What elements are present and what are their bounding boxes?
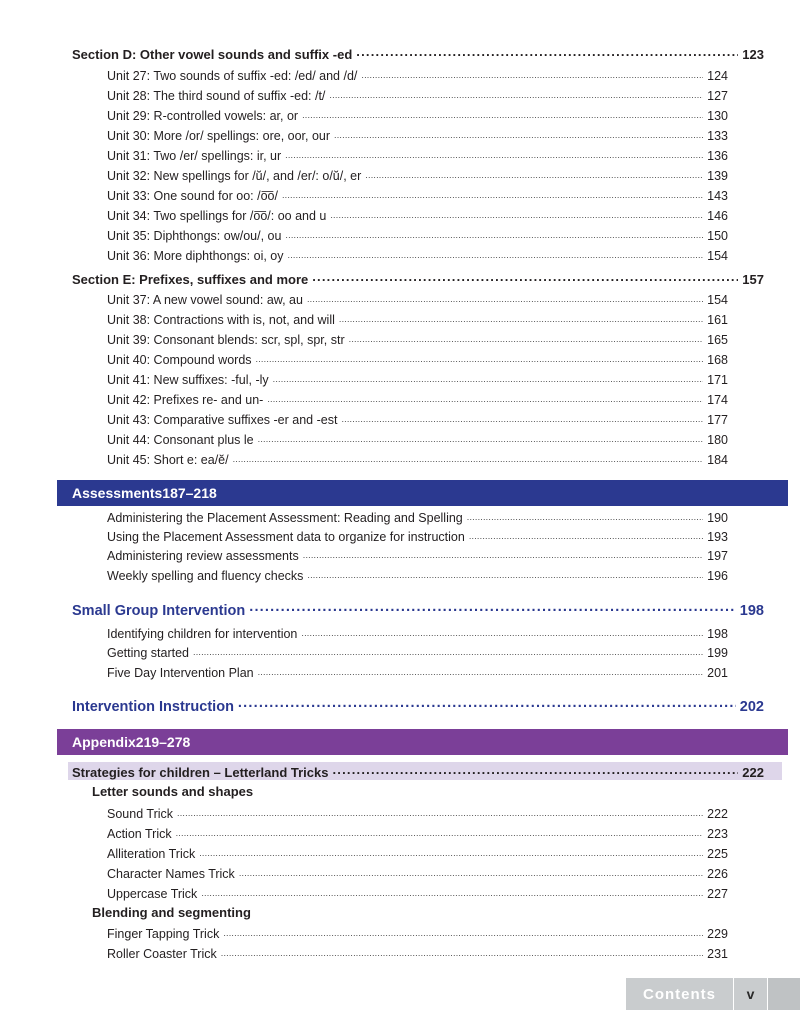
- trick-entry-page: 227: [707, 886, 728, 901]
- section-d-title: Section D: Other vowel sounds and suffix -ed: [72, 47, 353, 62]
- leader-dots: [193, 645, 703, 658]
- intervention-entry-label: Five Day Intervention Plan: [107, 665, 254, 680]
- unit-entry-label: Unit 34: Two spellings for /o͞o/: oo and u: [107, 208, 327, 223]
- unit-entry-label: Unit 43: Comparative suffixes -er and -est: [107, 412, 338, 427]
- unit-entry-page: 184: [707, 452, 728, 467]
- unit-entry-label: Unit 28: The third sound of suffix -ed: /t/: [107, 88, 326, 103]
- trick-entry-label: Character Names Trick: [107, 866, 235, 881]
- strategies-page: 222: [742, 765, 764, 780]
- unit-entry[interactable]: [107, 127, 728, 143]
- strategies-heading[interactable]: [72, 764, 764, 780]
- unit-entry-page: 180: [707, 432, 728, 447]
- leader-dots: [285, 147, 703, 160]
- trick-entry-label: Finger Tapping Trick: [107, 926, 220, 941]
- trick-entry-label: Uppercase Trick: [107, 886, 198, 901]
- leader-dots: [233, 451, 704, 464]
- intervention-instruction-title: Intervention Instruction: [72, 698, 234, 715]
- unit-entry[interactable]: [107, 411, 728, 427]
- trick-entry[interactable]: [107, 845, 728, 861]
- leader-dots: [303, 548, 703, 561]
- footer-contents-label: Contents: [626, 978, 733, 1010]
- unit-entry[interactable]: [107, 391, 728, 407]
- leader-dots: [282, 187, 703, 200]
- leader-dots: [307, 567, 703, 580]
- leader-dots: [341, 411, 703, 424]
- unit-entry-label: Unit 42: Prefixes re- and un-: [107, 392, 264, 407]
- leader-dots: [223, 925, 703, 938]
- intervention-entry[interactable]: [107, 625, 728, 641]
- leader-dots: [312, 271, 738, 284]
- leader-dots: [288, 247, 704, 260]
- unit-entry-page: 174: [707, 392, 728, 407]
- unit-entry-label: Unit 30: More /or/ spellings: ore, oor, our: [107, 128, 331, 143]
- trick-entry-label: Alliteration Trick: [107, 846, 196, 861]
- leader-dots: [329, 87, 703, 100]
- trick-entry[interactable]: [107, 885, 728, 901]
- letter-sounds-subheading: Letter sounds and shapes: [92, 784, 254, 799]
- assessment-entry-page: 196: [707, 568, 728, 583]
- section-d-page: 123: [742, 47, 764, 62]
- unit-entry[interactable]: [107, 451, 728, 467]
- unit-entry-page: 127: [707, 88, 728, 103]
- unit-entry-page: 130: [707, 108, 728, 123]
- unit-entry[interactable]: [107, 167, 728, 183]
- unit-entry-page: 165: [707, 332, 728, 347]
- trick-entry-page: 226: [707, 866, 728, 881]
- unit-entry-label: Unit 41: New suffixes: -ful, -ly: [107, 372, 269, 387]
- unit-entry-page: 139: [707, 168, 728, 183]
- footer-page-number: v: [734, 978, 767, 1010]
- intervention-instruction-page: 202: [739, 698, 764, 715]
- leader-dots: [467, 509, 703, 522]
- unit-entry-label: Unit 37: A new vowel sound: aw, au: [107, 292, 303, 307]
- unit-entry-page: 143: [707, 188, 728, 203]
- trick-entry[interactable]: [107, 825, 728, 841]
- leader-dots: [301, 625, 703, 638]
- unit-entry[interactable]: [107, 87, 728, 103]
- leader-dots: [256, 351, 704, 364]
- leader-dots: [238, 696, 736, 711]
- leader-dots: [307, 291, 703, 304]
- leader-dots: [199, 845, 703, 858]
- unit-entry-label: Unit 31: Two /er/ spellings: ir, ur: [107, 148, 282, 163]
- intervention-entry-page: 199: [707, 646, 728, 660]
- leader-dots: [249, 600, 736, 615]
- unit-entry-page: 150: [707, 228, 728, 243]
- trick-entry-label: Action Trick: [107, 826, 172, 841]
- trick-entry[interactable]: [107, 925, 728, 941]
- trick-entry-page: 225: [707, 846, 728, 861]
- section-e-title: Section E: Prefixes, suffixes and more: [72, 272, 309, 287]
- leader-dots: [285, 227, 703, 240]
- unit-entry-page: 124: [707, 68, 728, 83]
- leader-dots: [332, 764, 738, 777]
- trick-entry-label: Sound Trick: [107, 806, 174, 821]
- unit-entry-page: 168: [707, 352, 728, 367]
- unit-entry[interactable]: [107, 227, 728, 243]
- trick-entry-page: 223: [707, 826, 728, 841]
- unit-entry-page: 177: [707, 412, 728, 427]
- trick-entry-page: 229: [707, 926, 728, 941]
- unit-entry-label: Unit 39: Consonant blends: scr, spl, spr, str: [107, 332, 345, 347]
- assessment-entry-page: 190: [707, 510, 728, 525]
- assessment-entry-label: Administering review assessments: [107, 549, 299, 564]
- unit-entry-label: Unit 40: Compound words: [107, 352, 252, 367]
- assessment-entry[interactable]: [107, 509, 728, 525]
- small-group-page: 198: [739, 602, 764, 619]
- leader-dots: [469, 528, 703, 541]
- assessment-entry-page: 197: [707, 549, 728, 564]
- trick-entry-page: 231: [707, 946, 728, 961]
- assessments-title: Assessments: [72, 485, 163, 501]
- unit-entry-label: Unit 36: More diphthongs: oi, oy: [107, 248, 284, 263]
- unit-entry[interactable]: [107, 331, 728, 347]
- leader-dots: [176, 825, 704, 838]
- unit-entry-page: 154: [707, 292, 728, 307]
- intervention-entry-label: Getting started: [107, 646, 189, 660]
- unit-entry-page: 161: [707, 312, 728, 327]
- leader-dots: [273, 371, 704, 384]
- assessments-heading[interactable]: [57, 480, 788, 506]
- unit-entry[interactable]: [107, 247, 728, 263]
- leader-dots: [201, 885, 703, 898]
- unit-entry[interactable]: [107, 67, 728, 83]
- section-e-page: 157: [742, 272, 764, 287]
- unit-entry-page: 154: [707, 248, 728, 263]
- leader-dots: [258, 431, 704, 444]
- small-group-heading[interactable]: [72, 600, 764, 619]
- unit-entry[interactable]: [107, 351, 728, 367]
- unit-entry-label: Unit 44: Consonant plus le: [107, 432, 254, 447]
- appendix-title: Appendix: [72, 734, 136, 750]
- leader-dots: [365, 167, 703, 180]
- trick-entry-label: Roller Coaster Trick: [107, 946, 217, 961]
- leader-dots: [302, 107, 703, 120]
- unit-entry[interactable]: [107, 187, 728, 203]
- assessment-entry-page: 193: [707, 529, 728, 544]
- leader-dots: [349, 331, 704, 344]
- unit-entry-label: Unit 29: R-controlled vowels: ar, or: [107, 108, 299, 123]
- unit-entry-label: Unit 27: Two sounds of suffix -ed: /ed/ and /d/: [107, 68, 358, 83]
- intervention-entry-page: 201: [707, 665, 728, 680]
- unit-entry-page: 171: [707, 372, 728, 387]
- unit-entry-page: 136: [707, 148, 728, 163]
- assessment-entry[interactable]: [107, 548, 728, 564]
- leader-dots: [258, 664, 704, 677]
- unit-entry-label: Unit 33: One sound for oo: /o͞o/: [107, 188, 278, 203]
- assessment-entry[interactable]: [107, 567, 728, 583]
- unit-entry[interactable]: [107, 291, 728, 307]
- unit-entry-label: Unit 45: Short e: ea/ĕ/: [107, 452, 229, 467]
- trick-entry[interactable]: [107, 865, 728, 881]
- footer-edge-tab: [768, 978, 800, 1010]
- unit-entry-label: Unit 35: Diphthongs: ow/ou/, ou: [107, 228, 282, 243]
- trick-entry-page: 222: [707, 806, 728, 821]
- leader-dots: [267, 391, 703, 404]
- unit-entry[interactable]: [107, 147, 728, 163]
- assessments-pages: 187–218: [162, 485, 217, 501]
- trick-entry[interactable]: [107, 945, 728, 961]
- blending-subheading: Blending and segmenting: [92, 905, 251, 920]
- small-group-title: Small Group Intervention: [72, 602, 246, 619]
- leader-dots: [239, 865, 703, 878]
- intervention-entry[interactable]: [107, 664, 728, 680]
- unit-entry-label: Unit 38: Contractions with is, not, and will: [107, 312, 335, 327]
- leader-dots: [221, 945, 703, 958]
- intervention-instruction-heading[interactable]: [72, 696, 764, 715]
- leader-dots: [356, 46, 738, 59]
- assessment-entry-label: Administering the Placement Assessment: Reading and Spelling: [107, 510, 463, 525]
- leader-dots: [361, 67, 703, 80]
- unit-entry-label: Unit 32: New spellings for /ŭ/, and /er/: o/ŭ/, er: [107, 168, 362, 183]
- unit-entry[interactable]: [107, 207, 728, 223]
- leader-dots: [330, 207, 703, 220]
- assessment-entry-label: Using the Placement Assessment data to organize for instruction: [107, 529, 465, 544]
- trick-entry[interactable]: [107, 805, 728, 821]
- section-d-heading[interactable]: [72, 46, 764, 62]
- section-e-heading[interactable]: [72, 271, 764, 287]
- intervention-entry-label: Identifying children for intervention: [107, 626, 298, 641]
- intervention-entry[interactable]: [107, 645, 728, 661]
- appendix-heading[interactable]: [57, 729, 788, 755]
- unit-entry[interactable]: [107, 311, 728, 327]
- appendix-pages: 219–278: [135, 734, 191, 750]
- unit-entry-page: 133: [707, 128, 728, 143]
- leader-dots: [177, 805, 703, 818]
- leader-dots: [339, 311, 703, 324]
- unit-entry[interactable]: [107, 431, 728, 447]
- strategies-title: Strategies for children – Letterland Tricks: [72, 765, 329, 780]
- unit-entry[interactable]: [107, 107, 728, 123]
- assessment-entry-label: Weekly spelling and fluency checks: [107, 568, 304, 583]
- unit-entry[interactable]: [107, 371, 728, 387]
- assessment-entry[interactable]: [107, 528, 728, 544]
- leader-dots: [334, 127, 703, 140]
- intervention-entry-page: 198: [707, 626, 728, 641]
- unit-entry-page: 146: [707, 208, 728, 223]
